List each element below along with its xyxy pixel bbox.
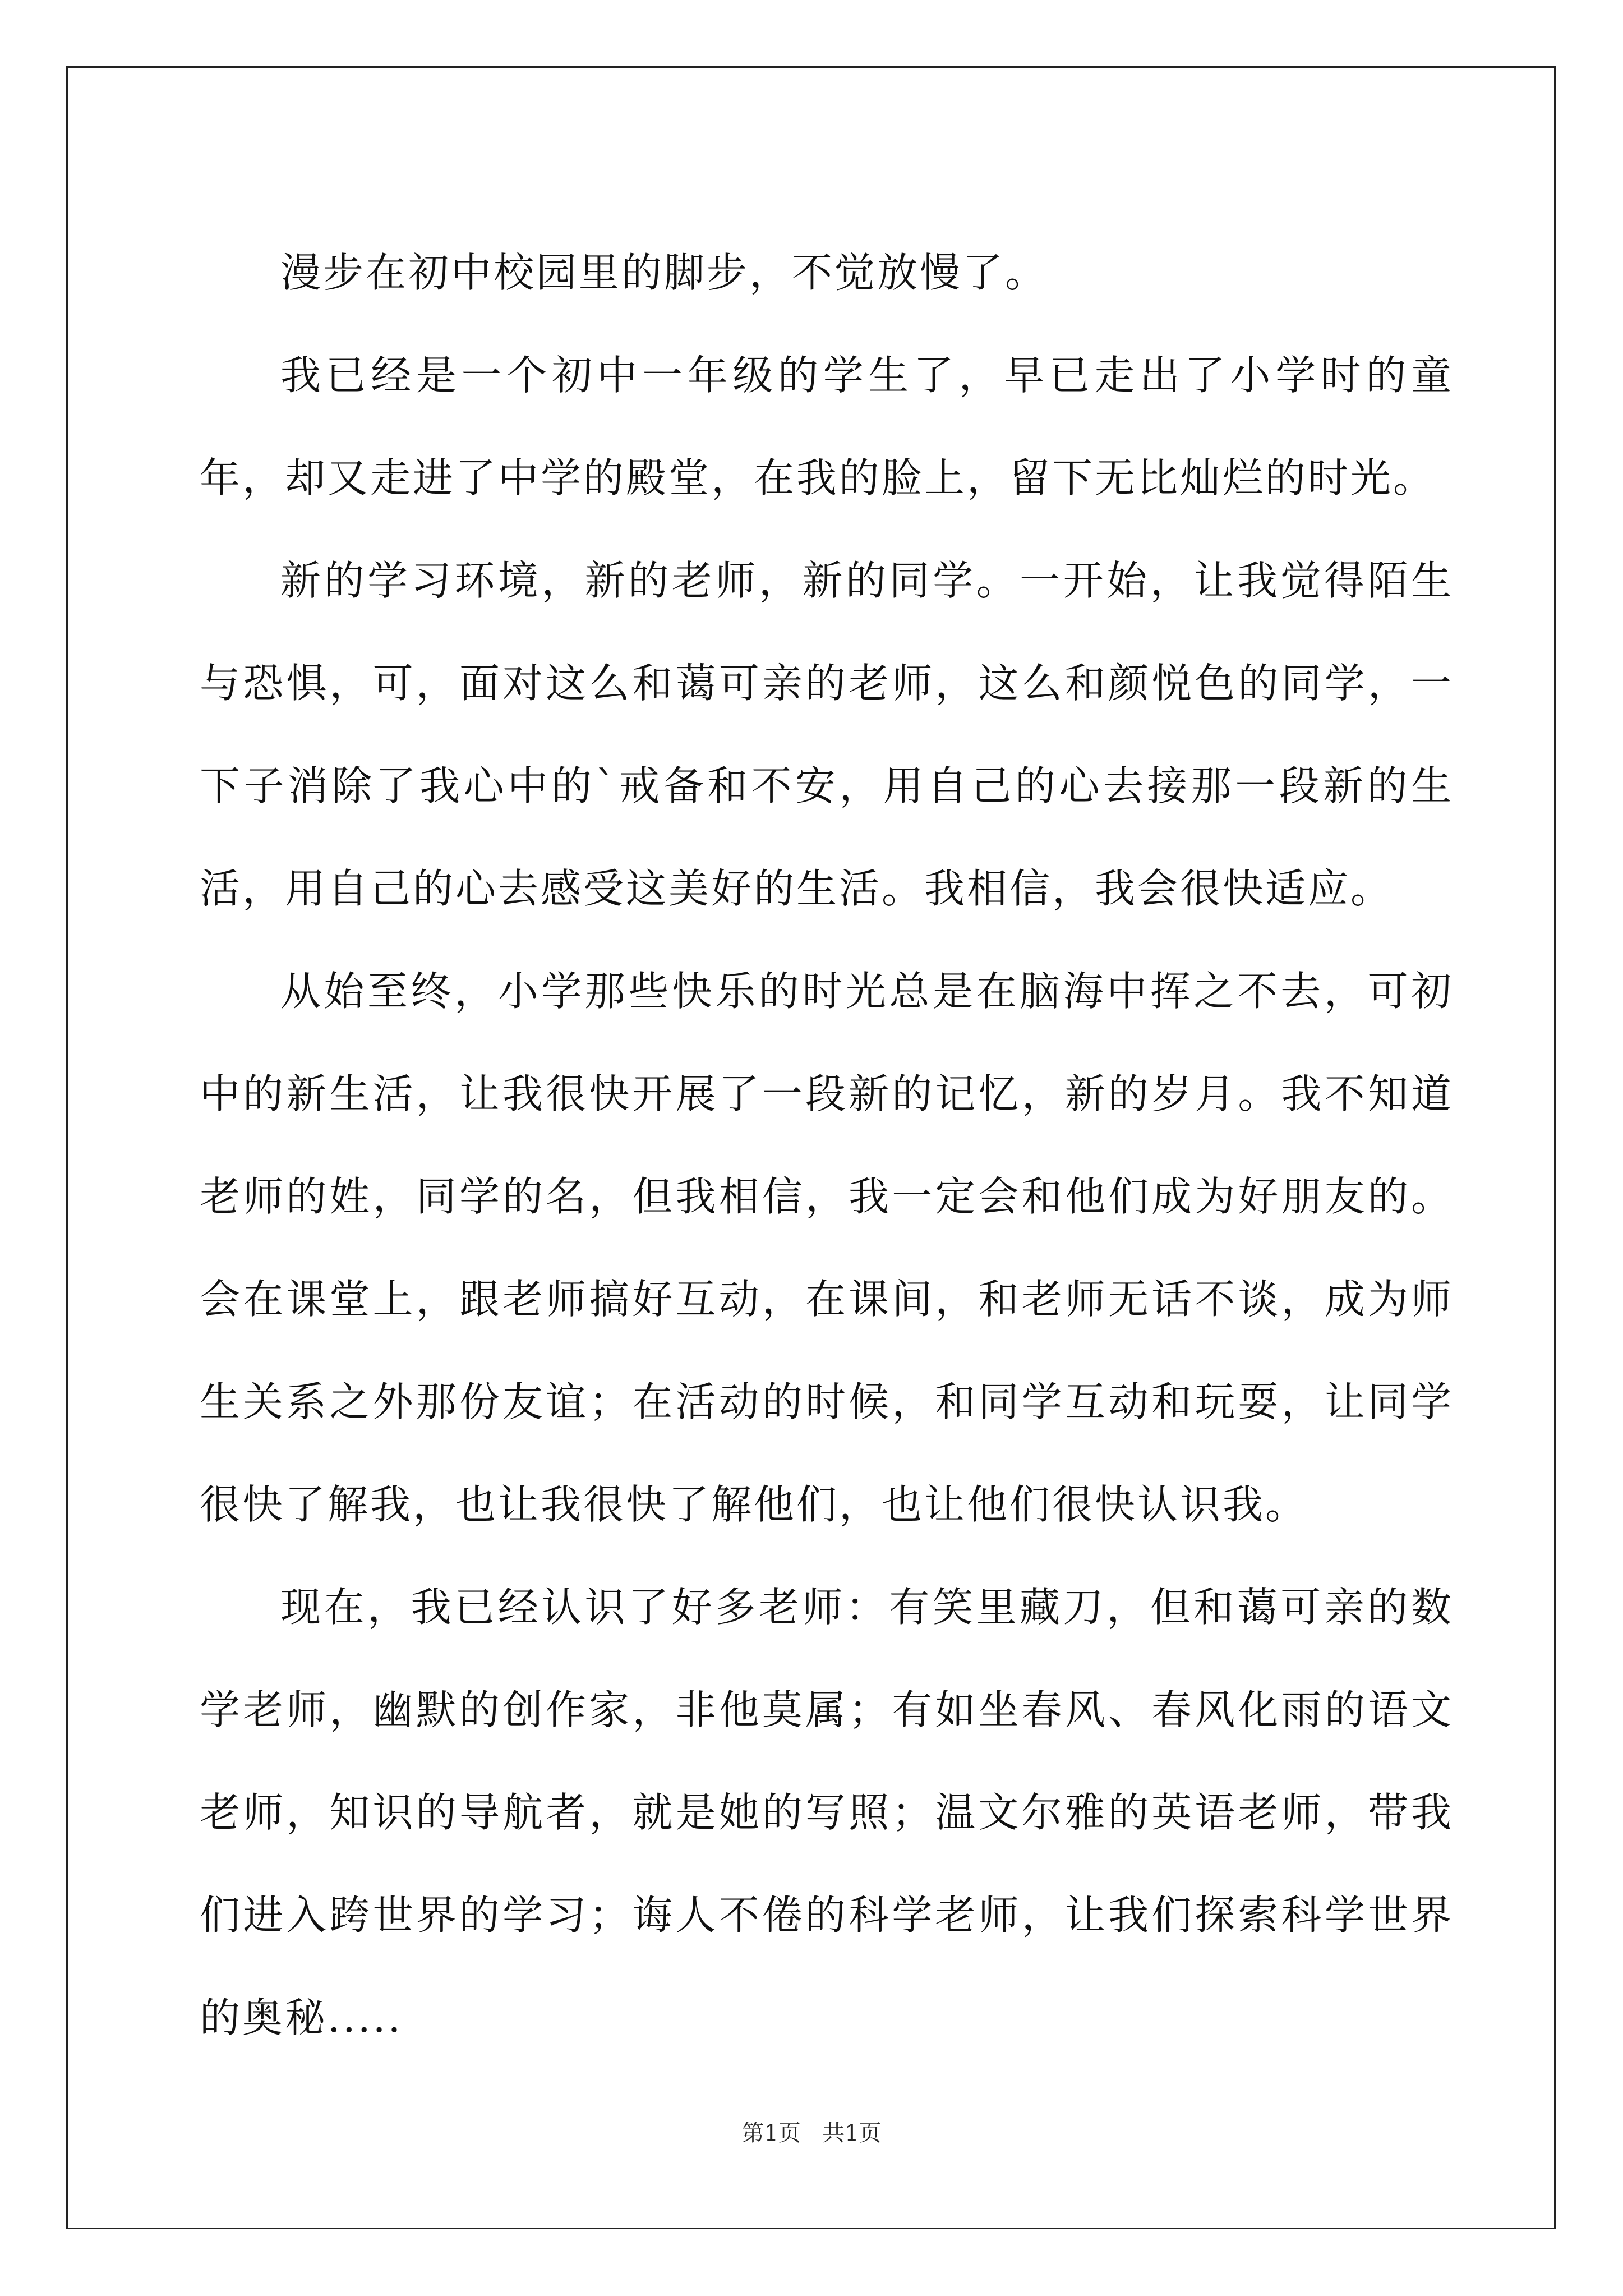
page-total: 共1页 (822, 2120, 882, 2146)
paragraph-1: 漫步在初中校园里的脚步，不觉放慢了。 (280, 249, 1048, 296)
paragraph-3: 新的学习环境，新的老师，新的同学。一开始，让我觉得陌生与恐惧，可，面对这么和蔼可亲的老师，这么和颜悦色的同学，一下子消除了我心中的`戒备和不安，用自己的心去接那一段新的生活，用自己的心去感受这美好的生活。我相信，我会很快适应。 (200, 557, 1454, 912)
paragraph-2: 我已经是一个初中一年级的学生了，早已走出了小学时的童年，却又走进了中学的殿堂，在我的脸上，留下无比灿烂的时光。 (200, 352, 1454, 501)
page-number: 第1页 (741, 2120, 801, 2146)
paragraph-5: 现在，我已经认识了好多老师：有笑里藏刀，但和蔼可亲的数学老师，幽默的创作家，非他莫属；有如坐春风、春风化雨的语文老师，知识的导航者，就是她的写照；温文尔雅的英语老师，带我们进入跨世界的学习；诲人不倦的科学老师，让我们探索科学世界的奥秘..... (200, 1584, 1454, 2041)
page-footer (0, 2119, 1623, 2147)
document-body (200, 222, 1454, 2069)
paragraph-4: 从始至终，小学那些快乐的时光总是在脑海中挥之不去，可初中的新生活，让我很快开展了一段新的记忆，新的岁月。我不知道老师的姓，同学的名，但我相信，我一定会和他们成为好朋友的。会在课堂上，跟老师搞好互动，在课间，和老师无话不谈，成为师生关系之外那份友谊；在活动的时候，和同学互动和玩耍，让同学很快了解我，也让我很快了解他们，也让他们很快认识我。 (200, 968, 1454, 1528)
